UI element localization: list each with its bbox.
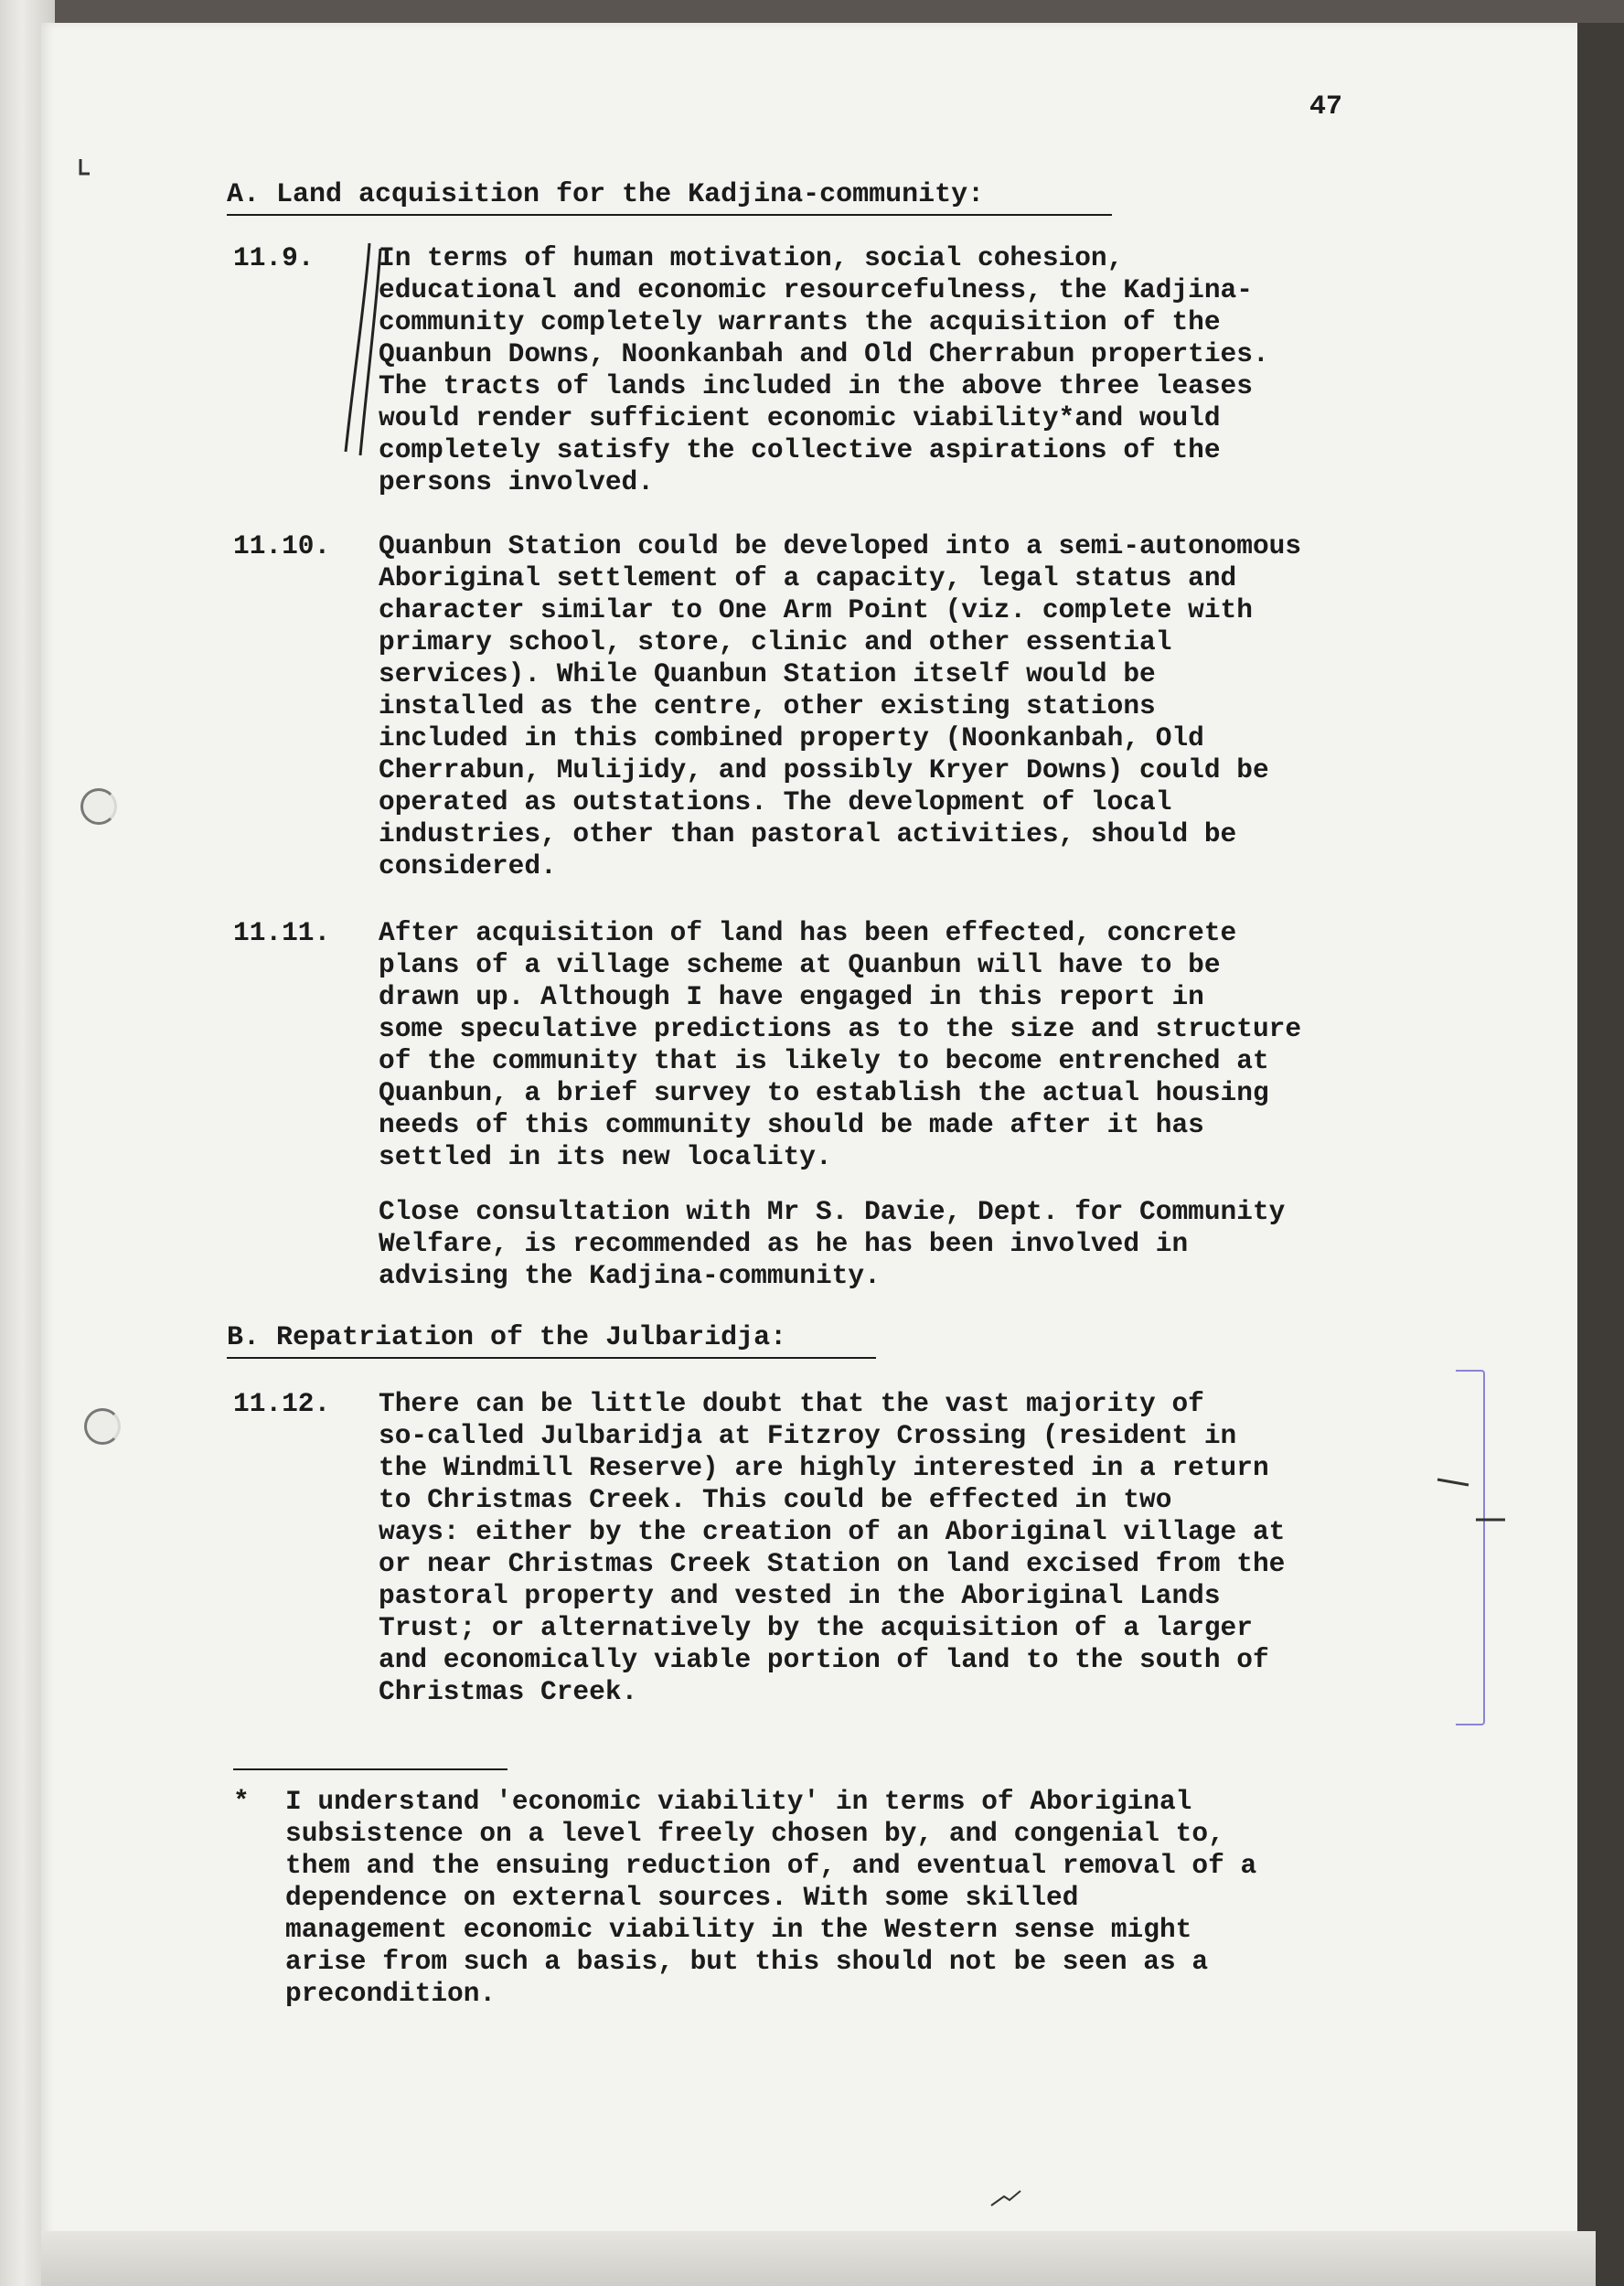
- text-line: Welfare, is recommended as he has been involved in: [379, 1228, 1189, 1259]
- text-line: settled in its new locality.: [379, 1141, 832, 1172]
- page-edge-shadow: [1577, 23, 1624, 2286]
- text-line: operated as outstations. The development of local: [379, 786, 1172, 817]
- text-line: services). While Quanbun Station itself would be: [379, 658, 1156, 689]
- paragraph-11-10: [379, 530, 1476, 882]
- paragraph-11-11-continuation: [379, 1196, 1476, 1292]
- corner-tick-mark: [75, 155, 102, 183]
- text-line: would render sufficient economic viability*and would: [379, 402, 1221, 433]
- paragraph-number: 11.12.: [233, 1388, 331, 1419]
- text-line: Christmas Creek.: [379, 1676, 638, 1707]
- text-line: installed as the centre, other existing stations: [379, 690, 1156, 721]
- margin-bracket-mark: [1456, 1370, 1485, 1725]
- text-line: persons involved.: [379, 466, 654, 497]
- text-line: and economically viable portion of land to the south of: [379, 1644, 1269, 1675]
- text-line: the Windmill Reserve) are highly interested in a return: [379, 1452, 1269, 1483]
- pen-scribble-mark: [988, 2185, 1024, 2213]
- text-line: of the community that is likely to become entrenched at: [379, 1045, 1269, 1076]
- text-line: educational and economic resourcefulness, the Kadjina-: [379, 274, 1253, 305]
- text-line: pastoral property and vested in the Aboriginal Lands: [379, 1580, 1221, 1611]
- text-line: Quanbun Downs, Noonkanbah and Old Cherrabun properties.: [379, 338, 1269, 369]
- text-line: included in this combined property (Noonkanbah, Old: [379, 722, 1204, 753]
- text-line: character similar to One Arm Point (viz. complete with: [379, 594, 1253, 625]
- punch-hole: [80, 788, 117, 825]
- paragraph-number: 11.10.: [233, 530, 331, 561]
- text-line: dependence on external sources. With some skilled: [285, 1882, 1079, 1913]
- text-line: Quanbun, a brief survey to establish the actual housing: [379, 1077, 1269, 1108]
- page-number: 47: [1309, 91, 1343, 123]
- text-line: primary school, store, clinic and other essential: [379, 626, 1172, 657]
- text-line: considered.: [379, 850, 557, 881]
- paragraph-number: 11.11.: [233, 917, 331, 948]
- text-line: drawn up. Although I have engaged in this report in: [379, 981, 1204, 1012]
- text-line: completely satisfy the collective aspirations of the: [379, 434, 1221, 465]
- text-line: ways: either by the creation of an Aboriginal village at: [379, 1516, 1286, 1547]
- text-line: management economic viability in the Western sense might: [285, 1914, 1192, 1945]
- text-line: to Christmas Creek. This could be effected in two: [379, 1484, 1172, 1515]
- footnote: [285, 1786, 1501, 2010]
- text-line: them and the ensuing reduction of, and eventual removal of a: [285, 1850, 1257, 1881]
- section-b-heading: B. Repatriation of the Julbaridja:: [227, 1322, 876, 1359]
- text-line: so-called Julbaridja at Fitzroy Crossing (resident in: [379, 1420, 1237, 1451]
- text-line: Quanbun Station could be developed into a semi-autonomous: [379, 530, 1302, 561]
- text-line: Aboriginal settlement of a capacity, legal status and: [379, 562, 1237, 593]
- text-line: Close consultation with Mr S. Davie, Dept. for Community: [379, 1196, 1286, 1227]
- text-line: or near Christmas Creek Station on land excised from the: [379, 1548, 1286, 1579]
- punch-hole: [84, 1408, 121, 1445]
- text-line: There can be little doubt that the vast majority of: [379, 1388, 1204, 1419]
- text-line: precondition.: [285, 1978, 497, 2009]
- text-line: some speculative predictions as to the size and structure: [379, 1013, 1302, 1044]
- text-line: community completely warrants the acquisition of the: [379, 306, 1221, 337]
- section-a-heading: A. Land acquisition for the Kadjina-community:: [227, 179, 1112, 216]
- footnote-rule: [233, 1768, 508, 1770]
- text-line: plans of a village scheme at Quanbun will have to be: [379, 949, 1221, 980]
- text-line: I understand 'economic viability' in terms of Aboriginal: [285, 1786, 1192, 1817]
- margin-double-stroke-mark: [329, 240, 384, 459]
- text-line: subsistence on a level freely chosen by, and congenial to,: [285, 1818, 1224, 1849]
- text-line: After acquisition of land has been effected, concrete: [379, 917, 1237, 948]
- text-line: advising the Kadjina-community.: [379, 1260, 881, 1291]
- text-line: Trust; or alternatively by the acquisition of a larger: [379, 1612, 1253, 1643]
- margin-dash-mark: [1436, 1472, 1509, 1527]
- text-line: arise from such a basis, but this should not be seen as a: [285, 1946, 1209, 1977]
- paragraph-11-12: [379, 1388, 1476, 1708]
- text-line: needs of this community should be made after it has: [379, 1109, 1204, 1140]
- text-line: The tracts of lands included in the above three leases: [379, 370, 1253, 401]
- paragraph-11-9: [379, 242, 1476, 498]
- text-line: Cherrabun, Mulijidy, and possibly Kryer Downs) could be: [379, 754, 1269, 785]
- paragraph-11-11: [379, 917, 1476, 1173]
- footnote-marker: *: [233, 1786, 250, 1817]
- page-bottom-edge: [41, 2231, 1596, 2286]
- paragraph-number: 11.9.: [233, 242, 315, 273]
- text-line: In terms of human motivation, social cohesion,: [379, 242, 1124, 273]
- text-line: industries, other than pastoral activities, should be: [379, 818, 1237, 849]
